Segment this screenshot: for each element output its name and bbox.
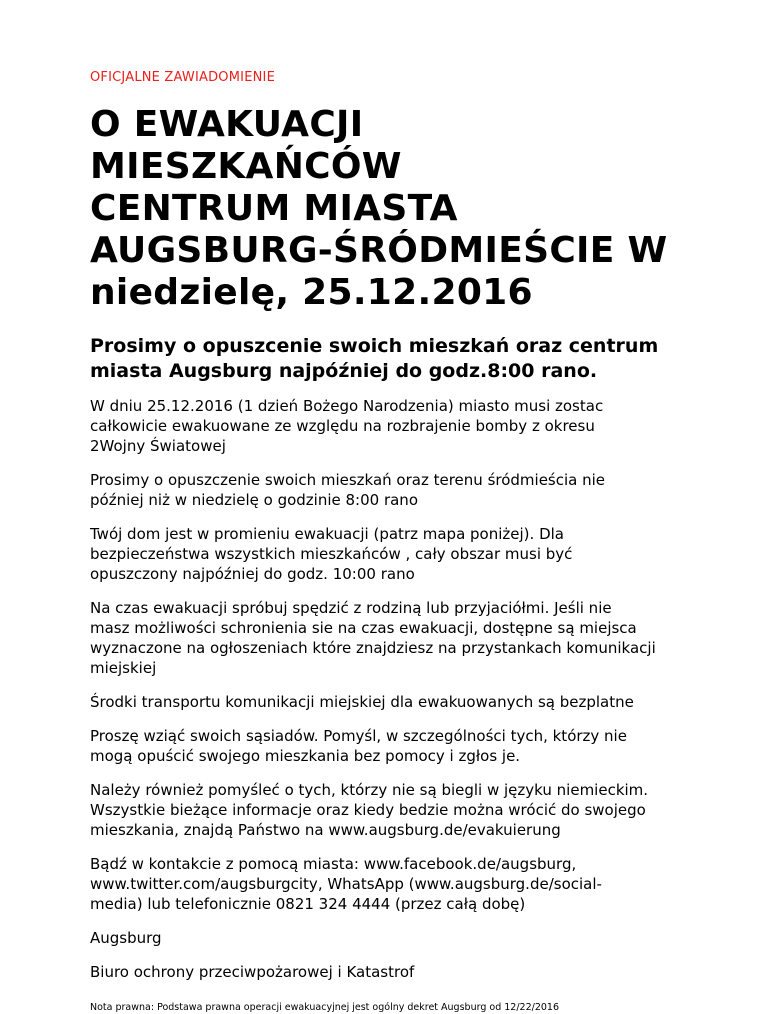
title-line: niedzielę, 25.12.2016 [90,272,533,313]
paragraph-line: całkowicie ewakuowane ze względu na rozbrajenie bomby z okresu [90,417,595,435]
paragraph-line: Środki transportu komunikacji miejskiej dla ewakuowanych są bezplatne [90,693,634,711]
paragraph-line: mogą opuścić swojego mieszkania bez pomocy i zgłos je. [90,747,521,765]
paragraph-line: bezpieczeństwa wszystkich mieszkańców , cały obszar musi być [90,545,573,563]
paragraph-line: Należy również pomyśleć o tych, którzy nie są biegli w języku niemieckim. [90,781,649,799]
signature-city [90,928,688,948]
subtitle-line: Prosimy o opuszcenie swoich mieszkań oraz centrum [90,335,659,357]
signature-office [90,962,688,982]
paragraph-line: www.twitter.com/augsburgcity, WhatsApp (www.augsburg.de/social- [90,875,602,893]
paragraph-evacuation-reason [90,396,688,456]
subtitle-line: miasta Augsburg najpóźniej do godz.8:00 rano. [90,360,598,382]
paragraph-shelter [90,598,688,678]
paragraph-line: miejskiej [90,659,157,677]
legal-note: Nota prawna: Podstawa prawna operacji ewakuacyjnej jest ogólny dekret Augsburg od 12/22/2016 [90,1002,559,1013]
paragraph-line: Prosimy o opuszczenie swoich mieszkań oraz terenu śródmieścia nie [90,471,606,489]
paragraph-line: Wszystkie bieżące informacje oraz kiedy bedzie można wrócić do swojego [90,801,646,819]
paragraph-line: Biuro ochrony przeciwpożarowej i Katastrof [90,963,415,981]
notice-kicker: OFICJALNE ZAWIADOMIENIE [90,70,275,85]
title-line: CENTRUM MIASTA [90,188,458,229]
paragraph-transport [90,692,688,712]
paragraph-line: masz możliwości schronienia sie na czas ewakuacji, dostępne są miejsca [90,619,637,637]
paragraph-neighbors [90,726,688,766]
paragraph-line: 2Wojny Światowej [90,437,226,455]
paragraph-line: wyznaczone na ogłoszeniach które znajdziesz na przystankach komunikacji [90,639,656,657]
paragraph-line: opuszczony najpóźniej do godz. 10:00 rano [90,565,415,583]
paragraph-line: Twój dom jest w promieniu ewakuacji (patrz mapa poniżej). Dla [90,525,564,543]
notice-subtitle [90,334,688,384]
paragraph-line: mieszkania, znajdą Państwo na www.augsburg.de/evakuierung [90,821,561,839]
paragraph-line: Bądź w kontakcie z pomocą miasta: www.facebook.de/augsburg, [90,855,577,873]
paragraph-line: media) lub telefonicznie 0821 324 4444 (przez całą dobę) [90,895,526,913]
paragraph-evacuation-radius [90,524,688,584]
paragraph-line: W dniu 25.12.2016 (1 dzień Bożego Narodzenia) miasto musi zostac [90,397,604,415]
paragraph-line: później niż w niedzielę o godzinie 8:00 rano [90,491,418,509]
paragraph-leave-request [90,470,688,510]
title-line: O EWAKUACJI MIESZKAŃCÓW [90,104,402,187]
paragraph-contact [90,854,688,914]
paragraph-line: Proszę wziąć swoich sąsiadów. Pomyśl, w szczególności tych, którzy nie [90,727,627,745]
paragraph-information [90,780,688,840]
title-line: AUGSBURG-ŚRÓDMIEŚCIE W [90,230,668,271]
paragraph-line: Augsburg [90,929,162,947]
paragraph-line: Na czas ewakuacji spróbuj spędzić z rodziną lub przyjaciółmi. Jeśli nie [90,599,612,617]
notice-title [90,104,688,314]
